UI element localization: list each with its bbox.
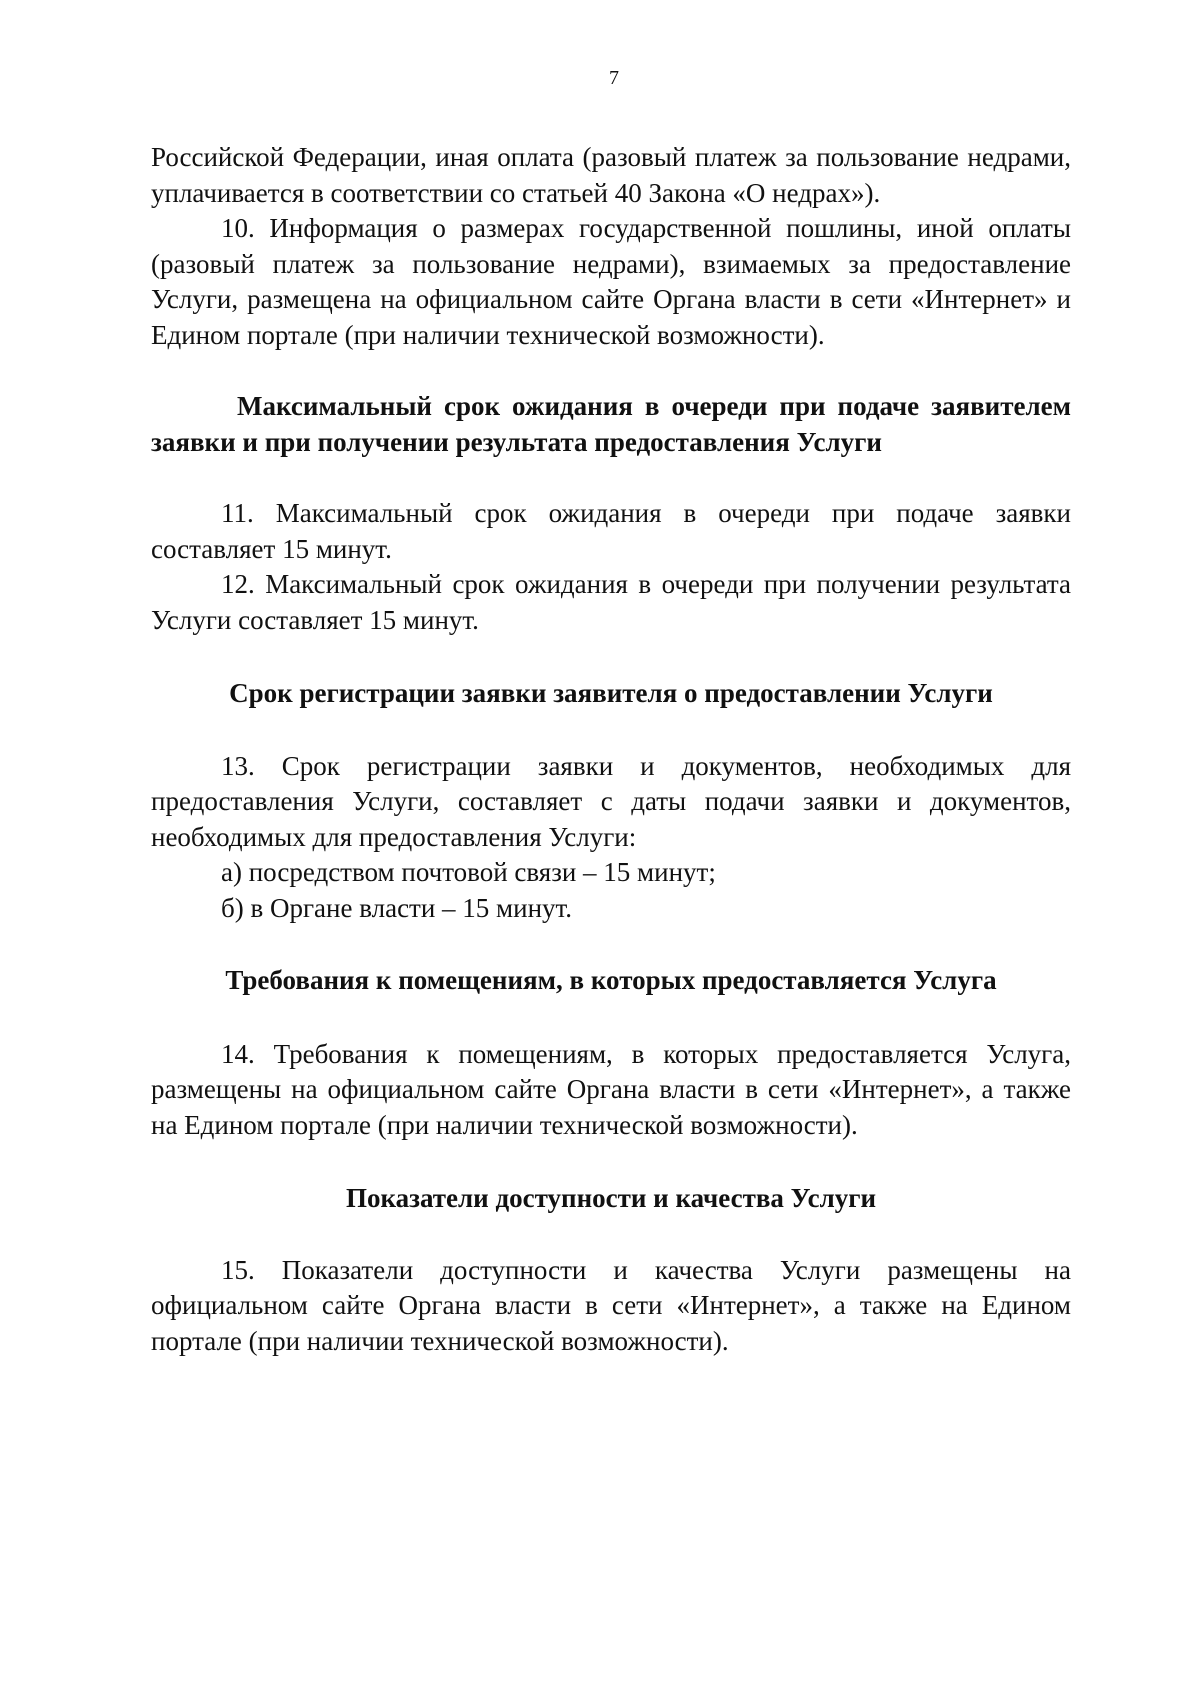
paragraph-10: 10. Информация о размерах государственной пошлины, иной оплаты (разовый платеж за пользование недрами), взимаемых за предоставление Услуги, размещена на официальном сайте Органа власти в сети «Интернет» и Едином портале (при наличии технической возможности). xyxy=(151,213,1071,350)
paragraph-14: 14. Требования к помещениям, в которых предоставляется Услуга, размещены на официальном сайте Органа власти в сети «Интернет», а также на Едином портале (при наличии технической возможности). xyxy=(151,1038,1071,1140)
paragraph-13-item-a: а) посредством почтовой связи – 15 минут; xyxy=(221,857,716,887)
paragraph-13: 13. Срок регистрации заявки и документов, необходимых для предоставления Услуги, составляет с даты подачи заявки и документов, необходимых для предоставления Услуги: xyxy=(151,750,1071,852)
heading-queue-time: Максимальный срок ожидания в очереди при подаче заявителем заявки и при получении результата предоставления Услуги xyxy=(151,391,1071,457)
document-body xyxy=(151,140,1071,1359)
heading-quality-indicators: Показатели доступности и качества Услуги xyxy=(345,1183,877,1213)
paragraph-12: 12. Максимальный срок ожидания в очереди при получении результата Услуги составляет 15 минут. xyxy=(151,569,1071,635)
paragraph-13-item-b: б) в Органе власти – 15 минут. xyxy=(221,892,573,923)
paragraph-11: 11. Максимальный срок ожидания в очереди при подаче заявки составляет 15 минут. xyxy=(151,498,1071,564)
paragraph-continuation: Российской Федерации, иная оплата (разовый платеж за пользование недрами, уплачивается в соответствии со статьей 40 Закона «О недрах»). xyxy=(151,142,1071,208)
page-number: 7 xyxy=(609,67,619,89)
heading-registration-term: Срок регистрации заявки заявителя о предоставлении Услуги xyxy=(229,678,993,708)
heading-premises-requirements: Требования к помещениям, в которых предоставляется Услуга xyxy=(225,965,997,995)
paragraph-15: 15. Показатели доступности и качества Услуги размещены на официальном сайте Органа власти в сети «Интернет», а также на Едином портале (при наличии технической возможности). xyxy=(151,1254,1071,1356)
